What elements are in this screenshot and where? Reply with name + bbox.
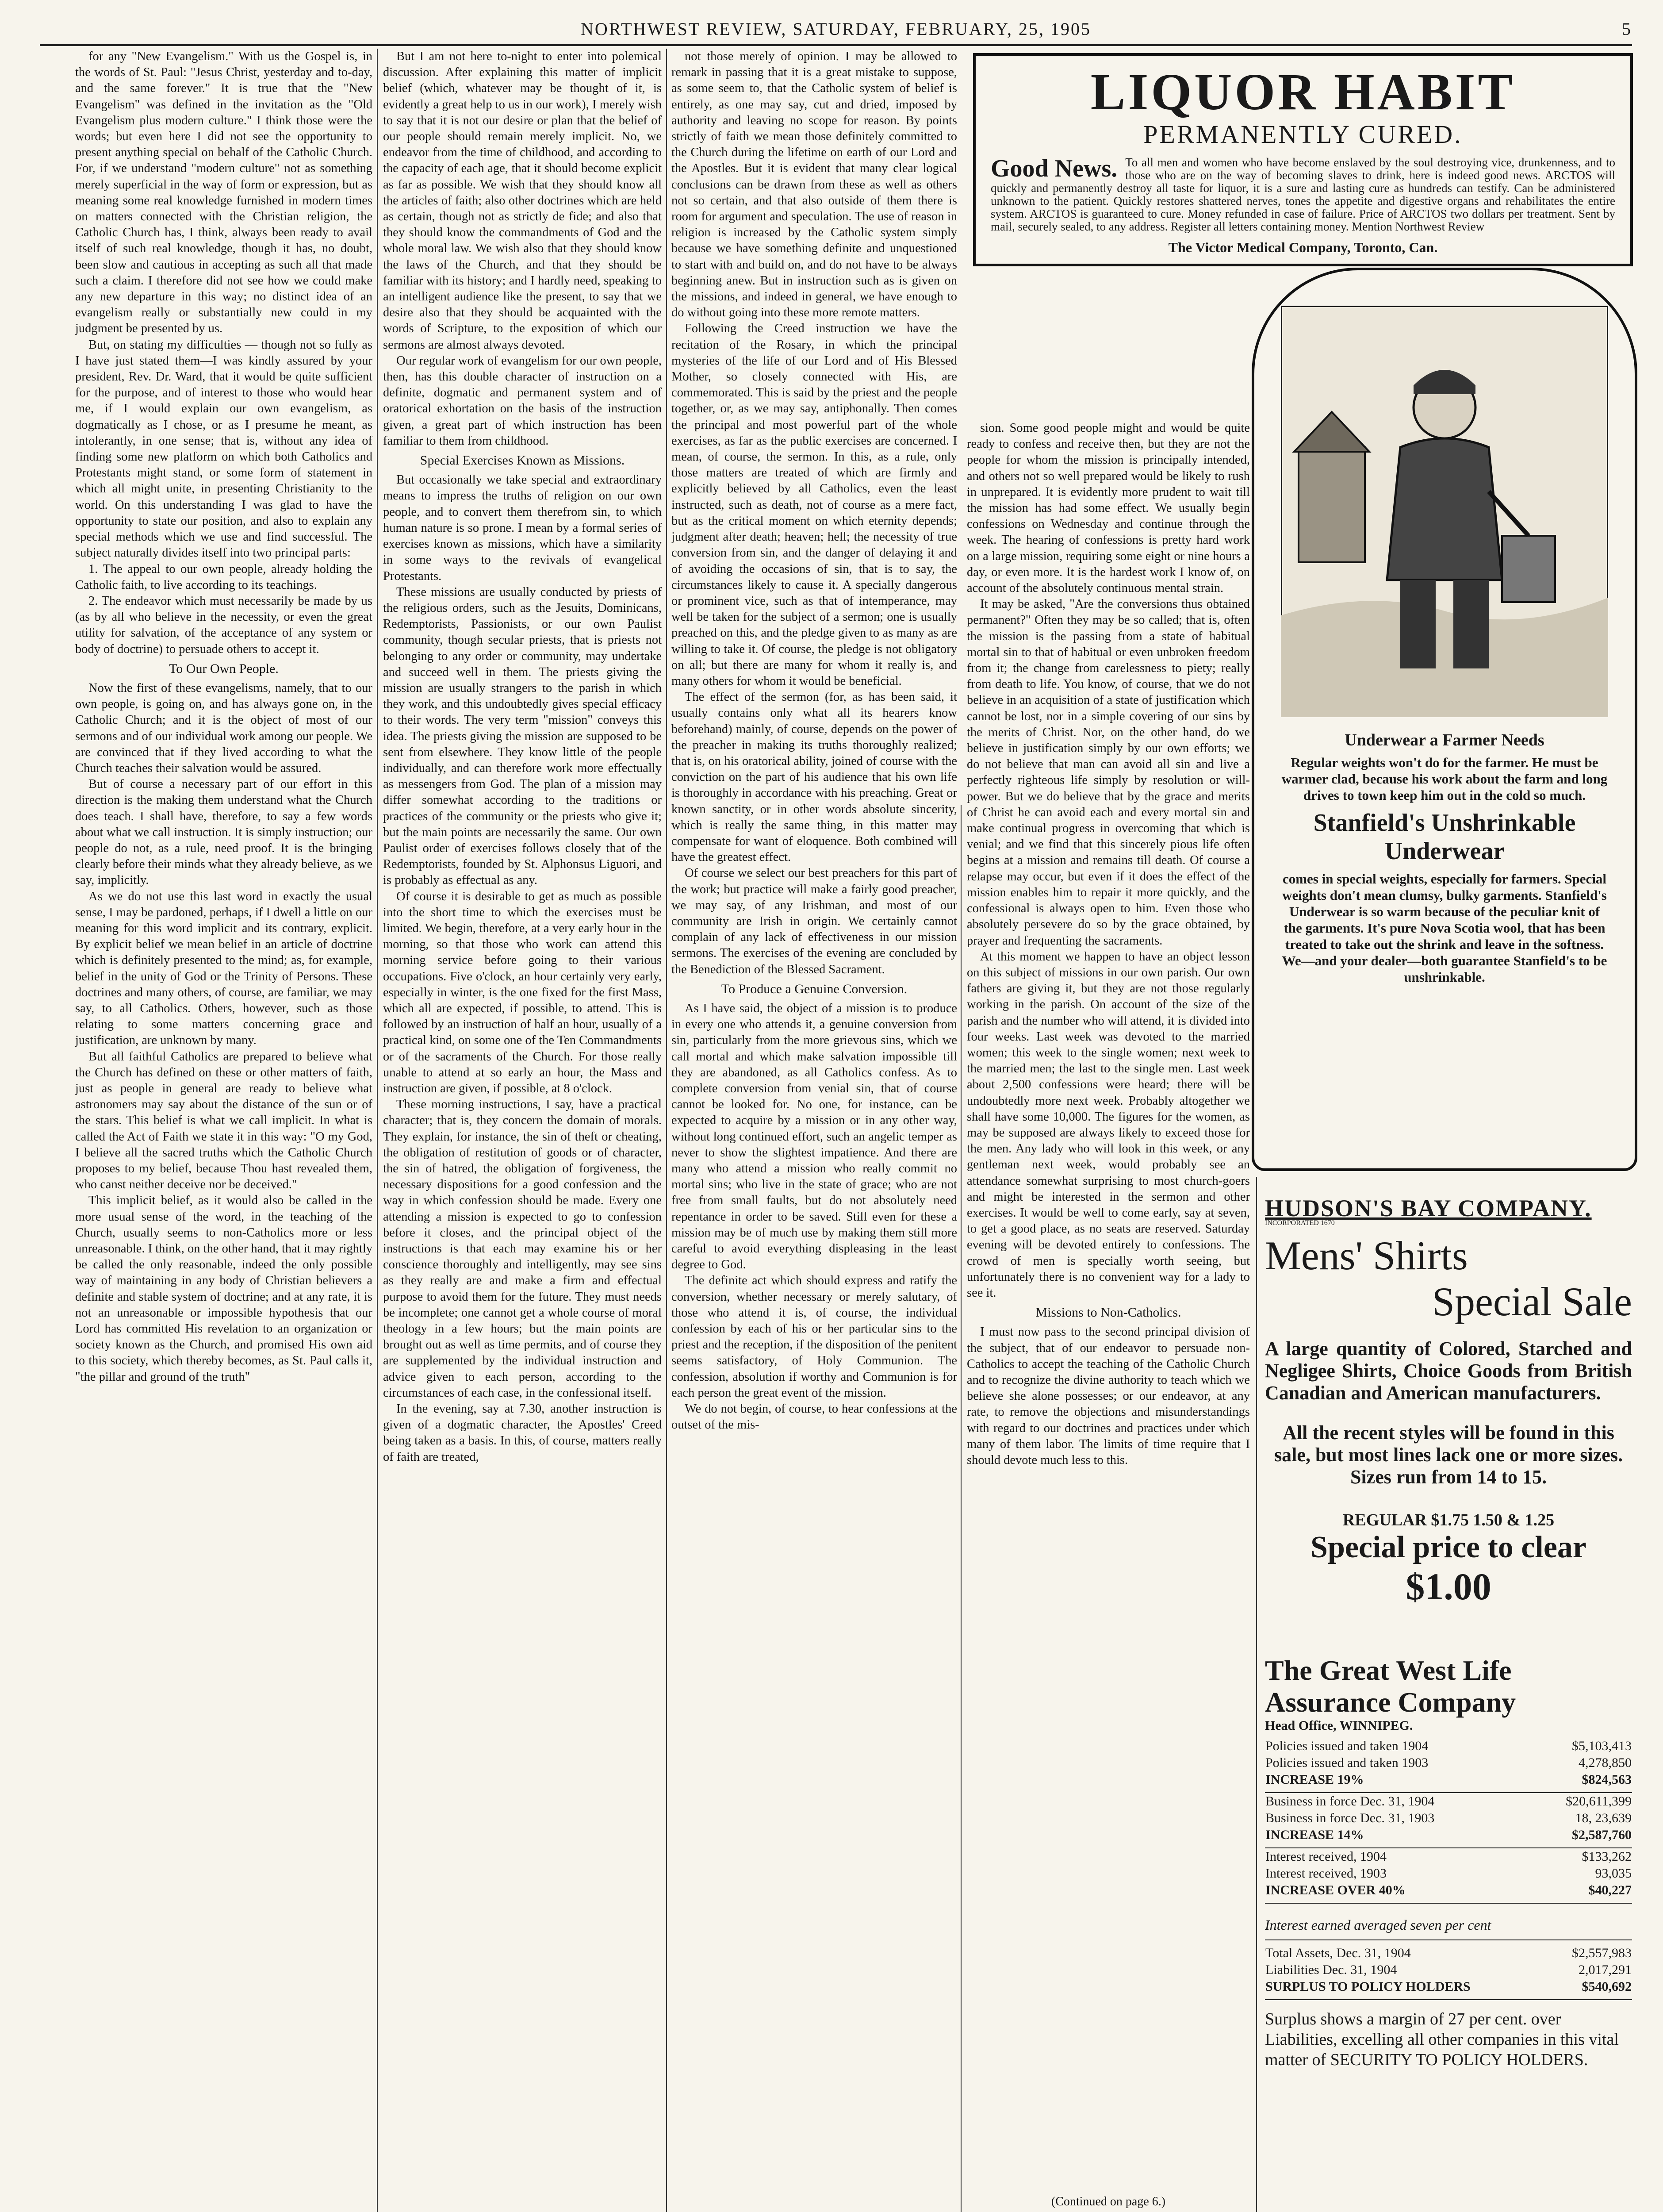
hbc-logo: HUDSON'S BAY COMPANY. [1265,1195,1592,1221]
article-paragraph: for any "New Evangelism." With us the Gospel is, in the words of St. Paul: "Jesus Christ, yesterday and to-day, and the same forever." It is true that the "New Evangelism" was defined in the invitation as the "Old Evangelism plus modern culture." I think those were the words; but even here I did not see the opportunity to present anything special on behalf of the Catholic Church. For, if we understand "modern culture" not as something merely superficial in the way of form or expression, but as meaning some real knowledge furnished in modern times on matters connected with the Christian religion, the Catholic Church has, I think, always been ready to avail itself of such real knowledge, though it has, no doubt, been slow and cautious in accepting as such all that made such a claim. I therefore did not see how we could make any new departure in this way; no distinct idea of an evangelism really or substantially new could in my judgment be presented by us. [75,50,372,336]
article-column-1 [75,49,372,2212]
stanfield-line1: Underwear a Farmer Needs [1345,731,1544,749]
hbc-headline-1: Mens' Shirts [1265,1233,1468,1278]
masthead-title: NORTHWEST REVIEW, SATURDAY, FEBRUARY, 25, 1905 [581,19,1091,39]
gwl-row-label: Liabilities Dec. 31, 1904 [1265,1962,1397,1977]
article-paragraph: But I am not here to-night to enter into polemical discussion. After explaining this matter of implicit belief (which, whatever may be thought of it, is evidently a great help to us in our work), I merely wish to say that it is not our desire or plan that the belief of our people should remain merely implicit. No, we endeavor from the time of childhood, and according to the capacity of each age, that it should become explicit as far as possible. We wish that they should know all the articles of faith; also other doctrines which are held as certain, though not as strictly de fide; and also that they should know the commandments of God and the whole moral law. We wish also that they should know the laws of the Church, and that they should be familiar with its history; and I hardly need, speaking to an intelligent audience like the present, to say that we desire also that they should be acquainted with the words of Scripture, to the exposition of which our sermons are almost always devoted. [383,50,662,352]
stanfield-text [1281,730,1608,985]
page-number: 5 [1622,19,1632,39]
liquor-ad-lead: Good News. [991,155,1118,182]
article-paragraph: In the evening, say at 7.30, another instruction is given of a dogmatic character, the Apostles' Creed being taken as a basis. In this, of course, matters really of faith are treated, [383,1402,662,1464]
gwl-row-value: $540,692 [1548,1978,1632,2000]
gwl-row-label: INCREASE 14% [1265,1827,1529,1848]
gwl-note: Interest earned averaged seven per cent [1265,1917,1632,1940]
gwl-row-label: Policies issued and taken 1903 [1265,1755,1429,1770]
article-paragraph: Of course it is desirable to get as much as possible into the short time to which the exercises must be limited. We begin, therefore, at a very early hour in the morning, so that those who work can attend this morning service before going to their various occupations. Five o'clock, an hour certainly very early, especially in winter, is the one fixed for the first Mass, which all are expected, if possible, to attend. This is followed by an instruction of half an hour, usually of a practical kind, on some one of the Ten Commandments or of the sacraments of the Church. For those really unable to attend at so early an hour, the Mass and instruction are given, if possible, at 8 o'clock. [383,889,662,1095]
gwl-row-label: INCREASE OVER 40% [1265,1882,1529,1903]
gwl-row-value: $20,611,399 [1566,1794,1632,1809]
liquor-ad-body [991,156,1615,233]
article-column-2 [383,49,662,2212]
hbc-logo-sub: INCORPORATED 1670 [1265,1219,1335,1227]
article-paragraph: not those merely of opinion. I may be allowed to remark in passing that it is a great mistake to suppose, as some seem to, that the Catholic system of belief is entirely, as one may say, cut and dried, imposed by authority and leaving no scope for reason. By points strictly of faith we mean those definitely committed to the Church during the lifetime on earth of our Lord and the Apostles. But it is evident that many clear logical conclusions can be drawn from these as well as others not so certain, and that also outside of them there is room for argument and speculation. The use of reason in religion is increased by the Catholic system simply because we have something definite and unquestioned to start with and build on, and do not have to be always beginning anew. But in instruction such as is given on the missions, and indeed in general, we have enough to do without going into these more remote matters. [671,50,957,320]
liquor-ad-signature: The Victor Medical Company, Toronto, Can. [1168,239,1438,255]
stanfield-underwear-ad [1252,268,1637,1171]
gwl-row-value: $824,563 [1529,1771,1632,1793]
gwl-row [1265,1793,1632,1810]
article-paragraph: These morning instructions, I say, have a practical character; that is, they concern the domain of morals. They explain, for instance, the sin of theft or cheating, the obligation of restitution of goods or of character, the sin of hatred, the obligation of forgiveness, the necessary dispositions for a good confession and the way in which confession should be made. Every one attending a mission is expected to go to confession before it closes, and the principal object of the instructions is that each may examine his or her conscience thoroughly and intelligently, may see sins as they really are and make a firm and effectual purpose to avoid them for the future. They must needs be incomplete; one cannot get a whole course of moral theology in a few hours; but the main points are brought out as well as time permits, and of course they are supplemented by the individual instruction and advice given to each person, according to the circumstances of each case, in the confessional itself. [383,1098,662,1400]
great-west-life-ad [1265,1655,1632,2070]
farmer-illustration [1281,306,1608,717]
gwl-row-label: INCREASE 19% [1265,1771,1529,1793]
gwl-row-value: $2,587,760 [1529,1827,1632,1848]
article-paragraph: These missions are usually conducted by priests of the religious orders, such as the Jesuits, Dominicans, Redemptorists, Passionists, or our own Paulist community, though secular priests, that is priests not belonging to any order or community, may undertake and succeed well in them. The priests giving the mission are usually strangers to the parish in which they work, and this undoubtedly gives special efficacy to their words. The very term "mission" conveys this idea. The priests giving the mission are supposed to be sent from elsewhere. They know little of the people individually, and can therefore work more effectually as messengers from God. The plan of a mission may differ somewhat according to the traditions or practices of the community or the priests who give it; but the main points are necessarily the same. Our own Paulist order of exercises follows closely that of the Redemptorists, founded by St. Alphonsus Liguori, and is probably as effectual as any. [383,585,662,887]
liquor-ad-subhead: PERMANENTLY CURED. [1143,120,1463,149]
article-paragraph: The definite act which should express and ratify the conversion, whether necessary or merely salutary, of those who attend it is, of course, the individual confession by each of his or her particular sins to the priest and the reception, if the disposition of the penitent seems satisfactory, of Holy Communion. The confession, absolution if worthy and Communion is for each person the great event of the mission. [671,1274,957,1400]
gwl-row [1265,1827,1632,1848]
article-paragraph: The effect of the sermon (for, as has been said, it usually contains only what all its hearers know beforehand) mainly, of course, depends on the power of the preacher in making its truths thoroughly realized; that is, on his oratorical ability, joined of course with the conviction on the part of his audience that his own life is thoroughly in accordance with his preaching. Great or known sanctity, or in other words absolute sincerity, which is really the same thing, in this matter may compensate for want of eloquence. Both combined will have the greatest effect. [671,690,957,864]
gwl-row-value: $40,227 [1529,1882,1632,1903]
gwl-row [1265,1962,1632,1978]
section-subhead: Special Exercises Known as Missions. [420,453,625,468]
liquor-ad-text: To all men and women who have become enslaved by the soul destroying vice, drunkenness, and to those who are on the way of becoming slaves to drink, here is indeed good news. ARCTOS will quickly and permanently destroy all taste for liquor, it is a sure and lasting cure as hundreds can testify. Can be administered unknown to the patient. Quickly restores shattered nerves, tones the appetite and digestive organs and rehabilitates the entire system. ARCTOS is guaranteed to cure. Money refunded in case of failure. Price of ARCTOS two dollars per treatment. Sent by mail, securely sealed, to any address. Register all letters containing money. Mention Northwest Review [991,156,1615,233]
gwl-row-label: Interest received, 1903 [1265,1866,1387,1881]
gwl-row-label: Policies issued and taken 1904 [1265,1739,1429,1753]
section-subhead: To Produce a Genuine Conversion. [721,981,908,996]
gwl-row [1265,1978,1632,2000]
appetite-continued: (Continued on page 6.) [1051,2195,1166,2208]
article-paragraph: But all faithful Catholics are prepared to believe what the Church has defined on these or other matters of faith, just as people in general are ready to believe what astronomers may say about the distance of the sun or of the stars. This belief is what we call implicit. In what is called the Act of Faith we state it in this way: "O my God, I believe all the sacred truths which the Catholic Church proposes to my belief, because Thou hast revealed them, who canst neither deceive nor be deceived." [75,1049,372,1192]
stanfield-line3: comes in special weights, especially for farmers. Special weights don't mean clumsy, bulky garments. Stanfield's Underwear is so warm because of the peculiar knit of the garments. It's pure Nova Scotia wool, that has been treated to take out the shrink and leave in the softness. We—and your dealer—both guarantee Stanfield's to be unshrinkable. [1282,871,1607,985]
article-paragraph: But occasionally we take special and extraordinary means to impress the truths of religion on our own people, and to convert them therefrom sin, to which human nature is so prone. I mean by a formal series of exercises known as missions, which have a similarity in some ways to the revivals of evangelical Protestants. [383,473,662,583]
column-rule [666,49,667,2212]
gwl-row [1265,1882,1632,1903]
article-paragraph: It may be asked, "Are the conversions thus obtained permanent?" Often they may be so called; that is, often the mission is the passing from a state of habitual mortal sin to that of habitual or even unbroken freedom from it; the change from carelessness to piety; really from death to life. You know, of course, that we do not believe in an acquisition of a state of justification which cannot be lost, nor in a simple covering of our sins by the merits of Christ. Nor, on the other hand, do we believe in justification simply by our own efforts; we do not believe that man can avoid all sin and live a perfectly righteous life simply by resolution or will-power. But we do believe that by the grace and merits of Christ he can avoid each and every mortal sin and make continual progress in overcoming that which is venial; and we find that this sincerely pious life often begins at a mission and remains till death. Of course a relapse may occur, but even if it does the effect of the mission enables him to repair it more quickly, and the confessional is always open to him. Even those who absolutely persevere do so by the grace obtained, by prayer and frequenting the sacraments. [967,597,1250,948]
column-rule [377,49,378,2212]
gwl-row-label: Interest received, 1904 [1265,1849,1387,1864]
article-paragraph: 2. The endeavor which must necessarily be made by us (as by all who believe in the necessity, or even the great utility for salvation, of the acceptance of any system or body of doctrine) to persuade others to accept it. [75,594,372,656]
article-paragraph: But, on stating my difficulties — though not so fully as I have just stated them—I was kindly assured by your president, Rev. Dr. Ward, that it would be quite sufficient for the purpose, and of interest to those who would hear me, if I would explain our own evangelism, as dogmatically as I chose, or as I presume he meant, as intolerantly, in one sense; that is, without any idea of finding some new platform on which both Catholics and Protestants might stand, or some form of statement in which all might unite, in presenting Christianity to the world. On this understanding I was glad to have the opportunity to state our position, and also to explain any special methods which we use and find successful. The subject naturally divides itself into two principal parts: [75,338,372,560]
gwl-row [1265,1755,1632,1771]
column-rule [1256,1177,1257,2212]
gwl-row-value: 18, 23,639 [1575,1811,1632,1825]
gwl-row-value: 4,278,850 [1579,1755,1632,1770]
gwl-row [1265,1865,1632,1882]
article-column-3 [671,49,957,2212]
article-paragraph: sion. Some good people might and would be quite ready to confess and receive then, but they are not the people for whom the mission is principally intended, and others not so well prepared would be likely to rush in unprepared. It is evidently more prudent to wait till the mission has had some effect. We usually begin confessions on Wednesday and continue through the week. The hearing of confessions is pretty hard work on a large mission, requiring some eight or nine hours a day, or even more. It is the hardest work I know of, on account of the absolutely continuous mental strain. [967,421,1250,595]
gwl-totals [1265,1945,1632,2000]
article-paragraph: At this moment we happen to have an object lesson on this subject of missions in our own parish. Our own fathers are giving it, but they are not those regularly working in the parish. On account of the size of the parish and the number who will attend, it is divided into four weeks. Last week was devoted to the married women; this week to the single women; next week to the married men; the last to the single men. Last week about 2,500 confessions were heard; there will be undoubtedly more next week. Probably altogether we shall have some 10,000. The figures for the women, as may be supposed are always likely to exceed those for the men. Any lady who will look in this week, or any gentleman next week, would probably see an attendance somewhat surprising to most church-goers and might be interested in the sermon and other exercises. It would be well to come early, say at seven, to get a good place, as no seats are reserved. Saturday evening will be devoted entirely to confessions. The crowd of men is specially worth seeing, but unfortunately there is no convenient way for a lady to see it. [967,949,1250,1300]
article-column-4 [967,420,1250,2190]
hbc-regular-price: REGULAR $1.75 1.50 & 1.25 [1342,1511,1555,1529]
article-paragraph: Of course we select our best preachers for this part of the work; but practice will make a fairly good preacher, we may say, of any Irishman, and most of our community are Irish in origin. We certainly cannot complain of any lack of effectiveness in our mission sermons. The exercises of the evening are concluded by the Benediction of the Blessed Sacrament. [671,866,957,976]
hbc-desc-2: All the recent styles will be found in this sale, but most lines lack one or more sizes. Sizes run from 14 to 15. [1274,1422,1623,1488]
section-subhead: Missions to Non-Catholics. [1035,1305,1181,1320]
hbc-desc: A large quantity of Colored, Starched and Negligee Shirts, Choice Goods from British Canadian and American manufacturers. [1265,1338,1632,1404]
gwl-row [1265,1945,1632,1962]
gwl-row-label: Business in force Dec. 31, 1903 [1265,1811,1435,1825]
gwl-row-value: $133,262 [1582,1849,1632,1864]
gwl-row-label: Business in force Dec. 31, 1904 [1265,1794,1435,1809]
gwl-row [1265,1738,1632,1755]
gwl-foot: Surplus shows a margin of 27 per cent. over Liabilities, excelling all other companies in this vital matter of SECURITY TO POLICY HOLDERS. [1265,2010,1619,2069]
article-paragraph: Now the first of these evangelisms, namely, that to our own people, is going on, and has always gone on, in the Catholic Church; and it is the object of most of our sermons and of our individual work among our people. We are convinced that if they lived according to what the Church teaches their salvation would be assured. [75,681,372,775]
appetite-ad [967,2194,1250,2212]
article-paragraph: Following the Creed instruction we have the recitation of the Rosary, in which the principal mysteries of the life of our Lord and of His Blessed Mother, so closely connected with His, are commemorated. This is said by the priest and the people together, or, as we may say, antiphonally. Then comes the principal and most powerful part of the whole exercises, as far as the public exercises are concerned. I mean, of course, the sermon. In this, as a rule, only those matters are treated of which are firmly and explicitly believed by all Catholics, even the least instructed, such as death, not of course as a mere fact, but as the critical moment on which eternity depends; judgment after death; heaven; hell; the necessity of true conversion from sin, and the danger of delaying it and of avoiding the occasions of sin, that is to say, the circumstances likely to cause it. A specially dangerous or prominent vice, such as that of intemperance, may well be taken for the subject of a sermon; one is usually preached on this, and the pledge given to as many as are willing to take it. Of course, the pledge is not obligatory on all; but there are many for whom it really is, and many others for whom it would be beneficial. [671,322,957,688]
gwl-row [1265,1848,1632,1865]
article-paragraph: I must now pass to the second principal division of the subject, that of our endeavor to persuade non-Catholics to accept the teaching of the Catholic Church and to recognize the divine authority to teach which we believe she alone possesses; or our endeavor, at any rate, to remove the objections and misunderstandings with regard to our doctrines and practices under which many of them labor. The limits of time require that I should devote much less to this. [967,1325,1250,1467]
article-paragraph: This implicit belief, as it would also be called in the more usual sense of the word, in the teaching of the Church, usually seems to non-Catholics more or less unreasonable. I think, on the other hand, that it may rightly be called the only reasonable, indeed the only possible way of maintaining in any body of Christian believers a definite and stable system of doctrine; and at any rate, it is not an unreasonable or impossible hypothesis that our Lord has committed His revelation to an organization or society known as the Church, and promised His own aid to this society, which thereby becomes, as St. Paul calls it, "the pillar and ground of the truth" [75,1194,372,1384]
article-paragraph: But of course a necessary part of our effort in this direction is the making them understand what the Church does teach. I shall have, therefore, to say a few words about what we call instruction. It is simply instruction; our people do not, as a rule, need proof. It is the bringing clearly before their minds what they already believe, as we say, implicitly. [75,777,372,887]
hbc-headline-2: Special Sale [1432,1279,1632,1324]
stanfield-line2: Regular weights won't do for the farmer. He must be warmer clad, because his work about the farm and long drives to town keep him out in the cold so much. [1281,755,1608,803]
article-paragraph: As I have said, the object of a mission is to produce in every one who attends it, a genuine conversion from sin, particularly from the more grievous sins, which we call mortal and which make salvation impossible till they are abandoned, as all Catholics confess. As to complete conversion from venial sin, that of course cannot be looked for. No one, for instance, can be expected to acquire by a mission or in any other way, without long continued effort, such an angelic temper as never to show the slightest impatience. And there are many who attend a mission who really commit no mortal sins; who live in the state of grace; who are not free from small faults, but do not absolutely need repentance in order to be saved. Still even for these a mission may be of much use by making them still more careful to avoid everything displeasing in the least degree to God. [671,1001,957,1272]
gwl-row-label: Total Assets, Dec. 31, 1904 [1265,1946,1411,1960]
hbc-clear-line: Special price to clear [1310,1530,1586,1564]
hudsons-bay-ad [1265,1194,1632,1608]
article-paragraph: We do not begin, of course, to hear confessions at the outset of the mis- [671,1402,957,1432]
gwl-row-label: SURPLUS TO POLICY HOLDERS [1265,1978,1548,2000]
masthead [40,13,1632,46]
article-paragraph: 1. The appeal to our own people, already holding the Catholic faith, to live according to its teachings. [75,562,372,592]
gwl-name: The Great West Life Assurance Company [1265,1655,1516,1718]
liquor-ad-headline: LIQUOR HABIT [1090,63,1516,121]
stanfield-brand: Stanfield's Unshrinkable Underwear [1313,809,1576,865]
gwl-row [1265,1771,1632,1793]
article-paragraph: As we do not use this last word in exactly the usual sense, I may be pardoned, perhaps, if I dwell a little on our meaning for this word implicit and its contrary, explicit. By explicit belief we mean belief in an article of doctrine which is definitely presented to the mind; as, for example, belief in the unity of God or the Trinity of Persons. These doctrines and many others, of course, are familiar, we may say, to all Catholics. Others, however, such as those relating to some matters concerning grace and justification, are unknown by many. [75,889,372,1048]
gwl-row-value: 2,017,291 [1579,1962,1632,1977]
hbc-sale-price: $1.00 [1406,1565,1491,1608]
section-subhead: To Our Own People. [169,661,279,676]
gwl-row [1265,1810,1632,1827]
gwl-head-office: Head Office, WINNIPEG. [1265,1718,1413,1733]
gwl-row-value: 93,035 [1595,1866,1632,1881]
liquor-habit-ad [973,53,1633,266]
gwl-row-value: $5,103,413 [1572,1739,1632,1753]
article-paragraph: Our regular work of evangelism for our own people, then, has this double character of instruction on a definite, dogmatic and permanent system and of oratorical exhortation on the basis of the instruction given, a great part of which instruction has been familiar to them from childhood. [383,353,662,448]
column-rule [961,805,962,2212]
gwl-table [1265,1738,1632,1904]
gwl-row-value: $2,557,983 [1572,1946,1632,1960]
